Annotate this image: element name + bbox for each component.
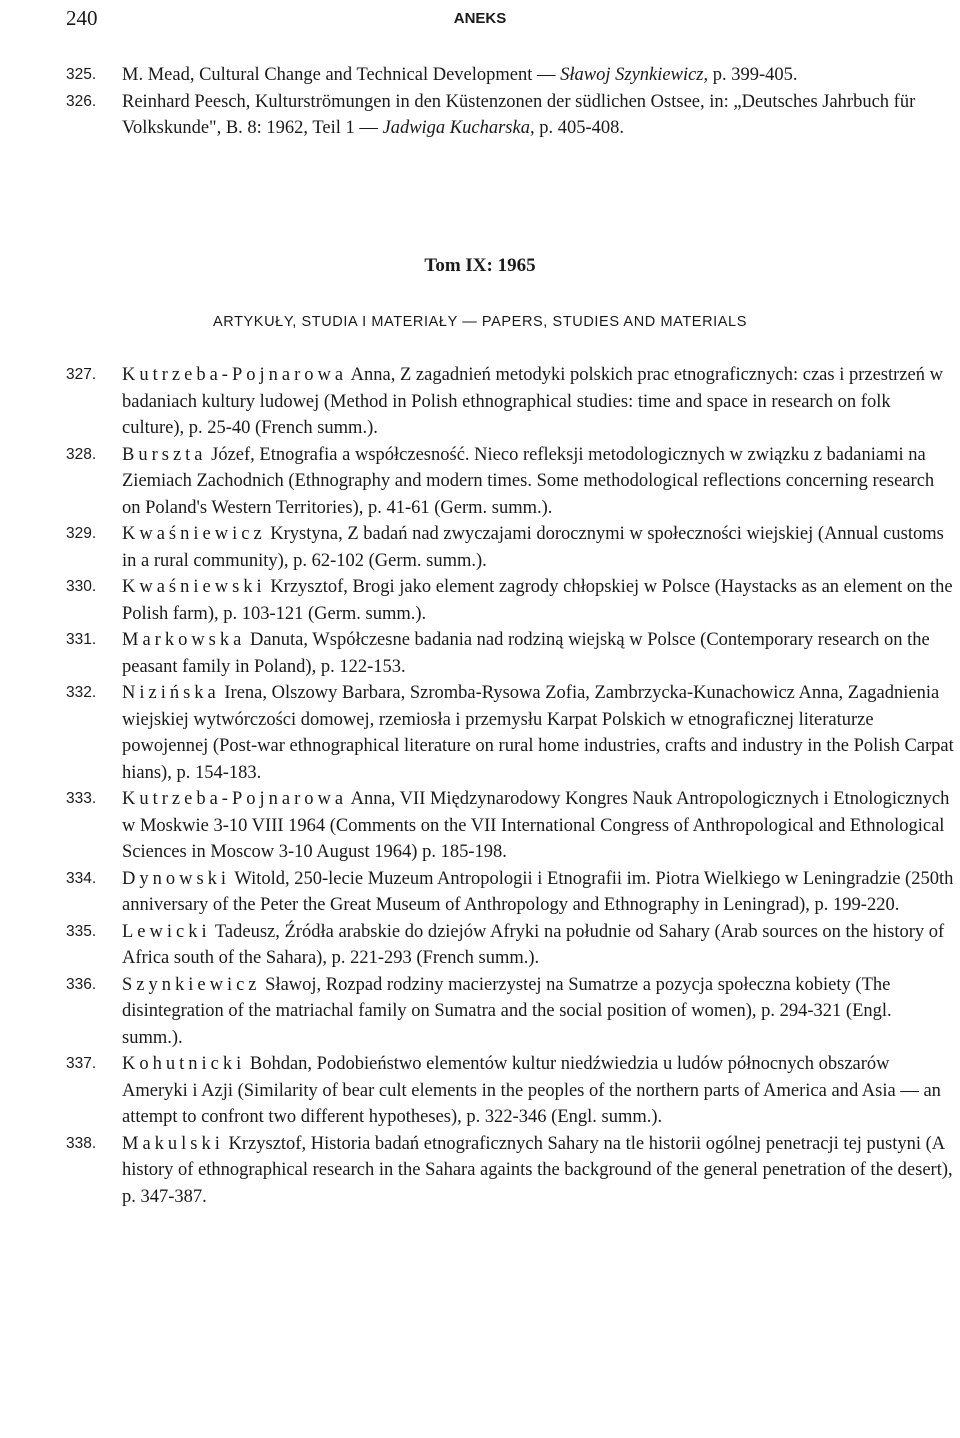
bibliography-entry: [66, 574, 956, 627]
entry-text: Anna, VII Międzynarodowy Kongres Nauk Antropologicznych i Etnologicznych w Moskwie 3-10 VIII 1964 (Comments on the VII International Congress of Anthropological and Ethnological Sciences in Moscow 3-10 August 1964) p. 185-198.: [122, 789, 950, 862]
entry-author: Bursztа: [122, 444, 207, 465]
entry-list: [66, 362, 956, 1210]
bibliography-entry: [66, 919, 956, 972]
entry-number: 338.: [66, 1134, 97, 1152]
entry-number: 325.: [66, 66, 97, 83]
entry-text: Reinhard Peesch, Kulturströmungen in den Küstenzonen der südlichen Ostsee, in: „Deutsches Jahrbuch für Volkskunde", B. 8: 1962, Teil 1 —: [122, 91, 916, 138]
entry-author: Nizińska: [122, 683, 220, 703]
entry-number: 333.: [66, 790, 97, 807]
bibliography-entry: [66, 442, 956, 522]
bibliography-entry: [66, 680, 956, 786]
entry-author: Lewicki: [122, 921, 211, 942]
bibliography-entry: [66, 1051, 956, 1131]
bibliography-entry: [66, 627, 956, 680]
entry-text: Irena, Olszowy Barbara, Szromba-Rysowa Zofia, Zambrzycka-Kunachowicz Anna, Zagadnienia wiejskiej wytwórczości domowej, rzemiosła i przemysłu Karpat Polskich w etnograficznej literaturze powojennej (Post-war ethnographical literature on rural home industries, crafts and industry in the Polish Carpat hians), p. 154-183.: [122, 683, 954, 783]
entry-text: Sławoj, Rozpad rodziny macierzystej na Sumatrze a pozycja społeczna kobiety (The disintegration of the matriachal family on Sumatra and the social position of women), p. 294-321 (Engl. summ.).: [122, 974, 892, 1048]
top-entry-list: [66, 62, 956, 142]
entry-text: Bohdan, Podobieństwo elementów kultur niedźwiedzia u ludów północnych obszarów Ameryki i Azji (Similarity of bear cult elements in the peoples of the northern parts of America and Asia — an attempt to confront two different hypotheses), p. 322-346 (Engl. summ.).: [122, 1054, 941, 1127]
entry-number: 328.: [66, 445, 97, 463]
entry-author: Dynowski: [122, 868, 231, 889]
entry-number: 331.: [66, 631, 97, 648]
page-number: 240: [66, 6, 98, 30]
bibliography-entry: [66, 1131, 956, 1211]
entry-text: Krzysztof, Brogi jako element zagrody chłopskiej w Polsce (Haystacks as an element on the Polish farm), p. 103-121 (Germ. summ.).: [122, 577, 953, 624]
entry-number: 327.: [66, 366, 97, 383]
bibliography-entry: [66, 62, 956, 89]
entry-number: 329.: [66, 525, 97, 542]
entry-author: Kwaśniewicz: [122, 524, 266, 544]
section-title: ARTYKUŁY, STUDIA I MATERIAŁY — PAPERS, STUDIES AND MATERIALS: [213, 314, 747, 330]
entry-number: 330.: [66, 578, 97, 595]
volume-title: Tom IX: 1965: [424, 255, 536, 276]
entry-text: Krystyna, Z badań nad zwyczajami dorocznymi w społeczności wiejskiej (Annual customs in a rural community), p. 62-102 (Germ. summ.).: [122, 524, 944, 571]
running-head: ANEKS: [453, 10, 507, 27]
bibliography-entry: [66, 89, 956, 142]
entry-reviewer: Jadwiga Kucharska: [382, 118, 530, 138]
entry-number: 335.: [66, 922, 97, 940]
entry-text: Anna, Z zagadnień metodyki polskich prac etnograficznych: czas i przestrzeń w badaniach kultury ludowej (Method in Polish ethnographical studies: time and space in research on folk culture), p. 25-40 (French summ.).: [122, 365, 943, 438]
entry-author: Kohutnicki: [122, 1054, 246, 1074]
bibliography-entry: [66, 362, 956, 442]
page-header: [0, 6, 960, 30]
entry-pages: , p. 399-405.: [703, 65, 798, 85]
bibliography-entry: [66, 866, 956, 919]
entry-pages: , p. 405-408.: [529, 118, 625, 138]
entry-number: 336.: [66, 975, 97, 993]
bibliography-entry: [66, 972, 956, 1052]
entry-author: Makulski: [122, 1133, 224, 1154]
entry-number: 334.: [66, 869, 97, 887]
entry-text: Tadeusz, Źródła arabskie do dziejów Afryki na południe od Sahary (Arab sources on the history of Africa south of the Sahara), p. 221-293 (French summ.).: [122, 921, 945, 968]
entry-text: Krzysztof, Historia badań etnograficznych Sahary na tle historii ogólnej penetracji tej pustyni (A history of ethnographical research in the Sahara againts the background of the general penetration of the desert), p. 347-387.: [122, 1133, 953, 1207]
entry-author: Kutrzeba-Pojnarowa: [122, 365, 348, 385]
entry-author: Kwaśniewski: [122, 577, 266, 597]
entry-author: Szynkiewicz: [122, 974, 261, 995]
entry-author: Markowska: [122, 630, 246, 650]
entry-number: 332.: [66, 684, 97, 701]
entry-reviewer: Sławoj Szynkiewicz: [560, 65, 704, 85]
entry-number: 337.: [66, 1055, 97, 1072]
entry-text: Józef, Etnografia a współczesność. Nieco refleksji metodologicznych w związku z badaniami na Ziemiach Zachodnich (Ethnography and modern times. Some methodological reflections concerning research on Poland's Western Territories), p. 41-61 (Germ. summ.).: [122, 444, 935, 518]
entry-text: Witold, 250-lecie Muzeum Antropologii i Etnografii im. Piotra Wielkiego w Leningradzie (250th anniversary of the Peter the Great Museum of Anthropology and Ethnography in Leningrad), p. 199-220.: [122, 868, 954, 915]
entry-text: Danuta, Współczesne badania nad rodziną wiejską w Polsce (Contemporary research on the peasant family in Poland), p. 122-153.: [122, 630, 930, 677]
bibliography-entry: [66, 521, 956, 574]
entry-number: 326.: [66, 92, 97, 110]
bibliography-entry: [66, 786, 956, 866]
entry-text: M. Mead, Cultural Change and Technical Development —: [122, 65, 561, 85]
entry-author: Kutrzeba-Pojnarowa: [122, 789, 348, 809]
